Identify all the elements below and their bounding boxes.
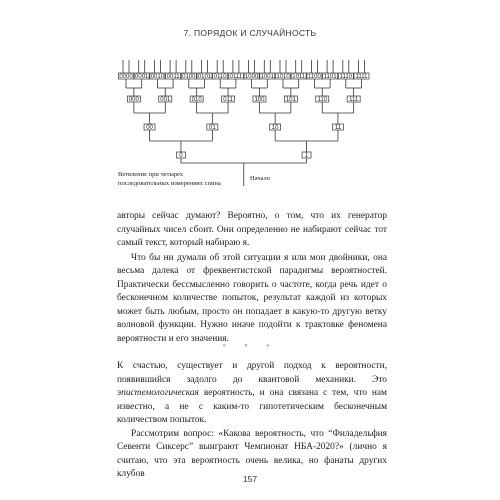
svg-text:0001: 0001 xyxy=(135,74,149,81)
svg-text:0101: 0101 xyxy=(197,74,212,81)
tree-node-level3 xyxy=(253,96,266,103)
svg-text:0: 0 xyxy=(179,153,183,160)
tree-node-level2 xyxy=(207,124,218,131)
diagram-caption-line1: Ветвление при четырех xyxy=(118,171,184,178)
tree-node-level4 xyxy=(244,73,259,80)
section-separator: ◦ ◦ ◦ xyxy=(222,340,278,350)
paragraph-2: Что бы ни думали об этой ситуации я или мои двойники, она весьма далека от фреквентистской парадигмы вероятностей. Практически бессмысленно говорить о частоте, когда речь идет о бесконечном количестве попыток, результат каждой из которых может быть любым, просто он попадает в какую-то другую ветку волновой функции. Нужно иначе подойти к трактовке феномена вероятности и его значения. xyxy=(117,252,387,344)
paragraph-3 xyxy=(117,360,387,428)
svg-text:100: 100 xyxy=(254,97,265,104)
page-number: 157 xyxy=(242,474,258,484)
svg-text:111: 111 xyxy=(349,97,359,104)
svg-text:11: 11 xyxy=(334,125,342,132)
svg-text:1101: 1101 xyxy=(323,74,337,81)
tree-node-level3 xyxy=(159,96,172,103)
svg-text:001: 001 xyxy=(160,97,171,104)
svg-text:0011: 0011 xyxy=(166,74,180,81)
tree-node-level3 xyxy=(222,96,235,103)
svg-text:0000: 0000 xyxy=(119,74,133,81)
svg-text:1000: 1000 xyxy=(244,74,259,81)
tree-node-level4 xyxy=(354,73,369,80)
chapter-header: 7. ПОРЯДОК И СЛУЧАЙНОСТЬ xyxy=(183,28,317,38)
tree-node-level4 xyxy=(134,73,149,80)
paragraph-3-emphasis: эпистемологическая xyxy=(117,388,199,398)
tree-node-level4 xyxy=(197,73,212,80)
tree-node-level3 xyxy=(127,96,140,103)
tree-node-level1 xyxy=(302,152,311,159)
paragraph-3-text-a: К счастью, существует и другой подход к вероятности, появившийся задолго до квантовой механики. Это xyxy=(117,361,387,385)
svg-text:1111: 1111 xyxy=(355,74,368,81)
svg-text:011: 011 xyxy=(223,97,233,104)
svg-text:1: 1 xyxy=(304,153,309,160)
tree-node-level3 xyxy=(316,96,329,103)
tree-node-level4 xyxy=(166,73,181,80)
svg-text:0111: 0111 xyxy=(229,74,243,81)
svg-text:01: 01 xyxy=(209,125,216,132)
tree-node-level2 xyxy=(332,124,343,131)
tree-node-level3 xyxy=(284,96,297,103)
svg-text:1110: 1110 xyxy=(339,74,353,81)
tree-node-level4 xyxy=(276,73,291,80)
tree-node-level4 xyxy=(323,73,338,80)
tree-node-level4 xyxy=(291,73,306,80)
tree-node-level4 xyxy=(260,73,275,80)
paragraph-1: авторы сейчас думают? Вероятно, о том, что их генератор случайных чисел сбоит. Они определенно не набирают сейчас тот самый текст, который набираю я. xyxy=(117,211,387,248)
tree-node-level3 xyxy=(190,96,203,103)
branching-tree-diagram xyxy=(0,0,500,200)
svg-text:00: 00 xyxy=(146,125,153,132)
svg-text:0110: 0110 xyxy=(213,74,227,81)
tree-node-level1 xyxy=(176,152,185,159)
svg-text:0100: 0100 xyxy=(182,74,196,81)
tree-node-level2 xyxy=(144,124,155,131)
tree-node-level4 xyxy=(213,73,228,80)
tree-node-level3 xyxy=(347,96,360,103)
svg-text:1100: 1100 xyxy=(307,74,321,81)
svg-text:1011: 1011 xyxy=(292,74,306,81)
diagram-caption-line2: последовательных измерениях спина xyxy=(118,180,221,187)
svg-text:0010: 0010 xyxy=(150,74,165,81)
tree-node-level4 xyxy=(181,73,196,80)
diagram-caption-start: Начало xyxy=(250,175,271,182)
svg-text:101: 101 xyxy=(285,97,296,104)
tree-node-level4 xyxy=(119,73,134,80)
tree-node-level4 xyxy=(307,73,322,80)
svg-text:1001: 1001 xyxy=(260,74,274,81)
tree-node-level4 xyxy=(228,73,243,80)
tree-node-level4 xyxy=(338,73,353,80)
svg-text:1010: 1010 xyxy=(276,74,290,81)
svg-text:110: 110 xyxy=(317,97,328,104)
paragraph-3-text-b: вероятность, и она связана с тем, что нам известно, а не с каким-то гипотетическим бесконечным количеством попыток. xyxy=(117,388,387,425)
svg-text:10: 10 xyxy=(271,125,279,132)
tree-node-level4 xyxy=(150,73,165,80)
svg-text:000: 000 xyxy=(128,97,139,104)
svg-text:010: 010 xyxy=(191,97,202,104)
paragraph-4: Рассмотрим вопрос: «Какова вероятность, что “Филадельфия Севенти Сиксерс” выиграют Чемпионат НБА-2020?» (лично я считаю, что эта вероятность очень велика, но фанаты других клубов xyxy=(117,428,387,479)
tree-node-level2 xyxy=(270,124,281,131)
